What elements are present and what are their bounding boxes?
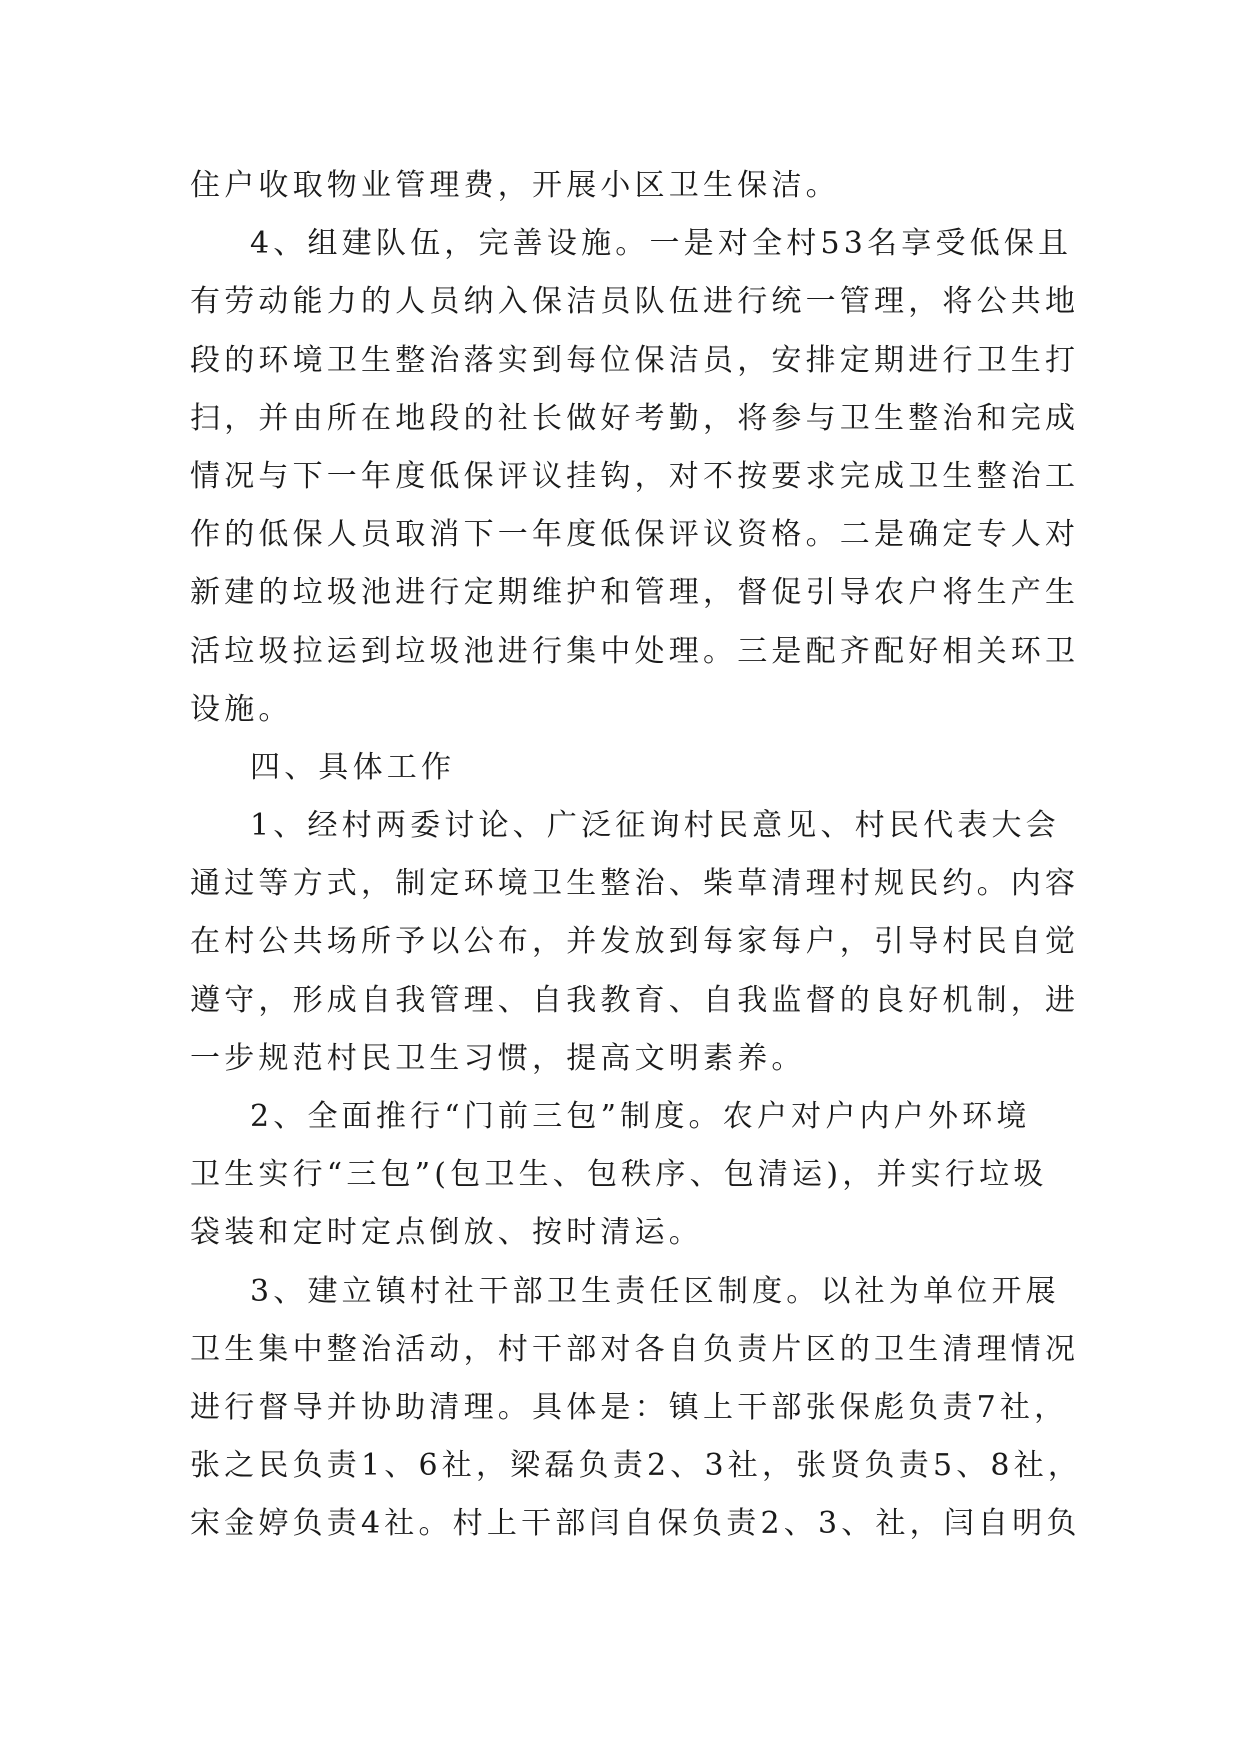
text-line: 在村公共场所予以公布，并发放到每家每户，引导村民自觉 xyxy=(190,924,1080,960)
text-line: 活垃圾拉运到垃圾池进行集中处理。三是配齐配好相关环卫 xyxy=(190,633,1080,669)
text-line: 1、经村两委讨论、广泛征询村民意见、村民代表大会 xyxy=(250,808,1060,844)
text-line: 张之民负责1、6社，梁磊负责2、3社，张贤负责5、8社， xyxy=(190,1448,1083,1484)
text-line: 设施。 xyxy=(190,691,293,727)
text-line: 扫，并由所在地段的社长做好考勤，将参与卫生整治和完成 xyxy=(190,400,1080,436)
text-line: 通过等方式，制定环境卫生整治、柴草清理村规民约。内容 xyxy=(190,866,1080,902)
text-line: 作的低保人员取消下一年度低保评议资格。二是确定专人对 xyxy=(190,517,1080,553)
text-line: 情况与下一年度低保评议挂钩，对不按要求完成卫生整治工 xyxy=(190,458,1080,494)
text-line: 新建的垃圾池进行定期维护和管理，督促引导农户将生产生 xyxy=(190,575,1080,611)
text-line: 4、组建队伍，完善设施。一是对全村53名享受低保且 xyxy=(250,226,1073,262)
text-line: 有劳动能力的人员纳入保洁员队伍进行统一管理，将公共地 xyxy=(190,284,1080,320)
text-line: 袋装和定时定点倒放、按时清运。 xyxy=(190,1215,703,1251)
text-line: 2、全面推行“门前三包”制度。农户对户内户外环境 xyxy=(250,1099,1031,1134)
text-line: 一步规范村民卫生习惯，提高文明素养。 xyxy=(190,1040,806,1076)
text-line: 遵守，形成自我管理、自我教育、自我监督的良好机制，进 xyxy=(190,982,1080,1018)
text-line: 住户收取物业管理费，开展小区卫生保洁。 xyxy=(190,168,840,203)
section-heading: 四、具体工作 xyxy=(250,749,456,785)
text-line: 卫生集中整治活动，村干部对各自负责片区的卫生清理情况 xyxy=(190,1331,1080,1367)
text-line: 宋金婷负责4社。村上干部闫自保负责2、3、社，闫自明负 xyxy=(190,1506,1081,1542)
text-line: 段的环境卫生整治落实到每位保洁员，安排定期进行卫生打 xyxy=(190,342,1080,378)
text-line: 卫生实行“三包”(包卫生、包秩序、包清运)，并实行垃圾 xyxy=(190,1157,1048,1193)
text-line: 3、建立镇村社干部卫生责任区制度。以社为单位开展 xyxy=(250,1273,1060,1309)
document-body xyxy=(190,157,1083,1554)
text-line: 进行督导并协助清理。具体是：镇上干部张保彪负责7社， xyxy=(190,1389,1069,1425)
